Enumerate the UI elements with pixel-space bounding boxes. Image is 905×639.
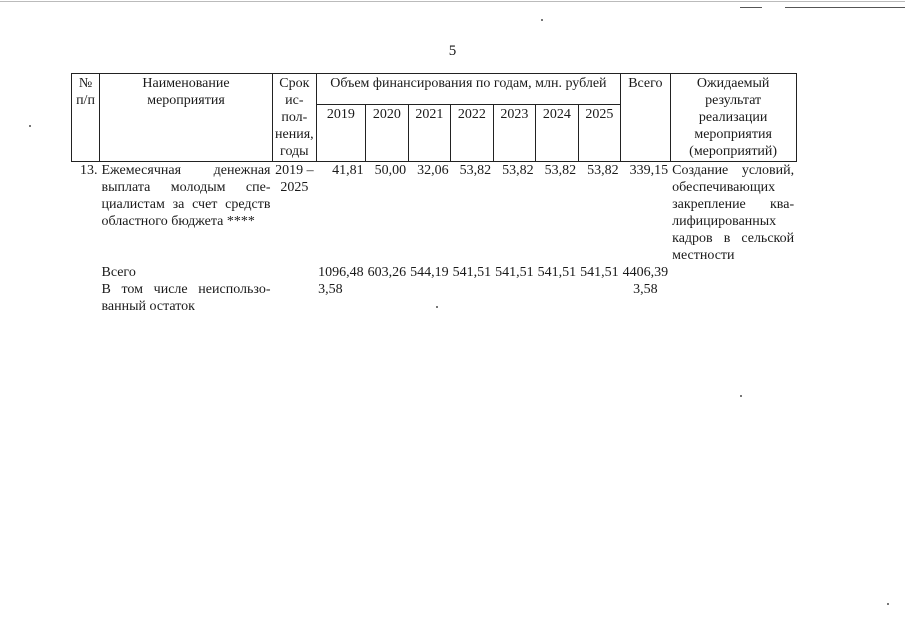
scan-speck [29,125,31,127]
totals-value: 603,26 [367,265,407,280]
row-name: Ежемесячная денежная выплата молодым спе-циалистам за счет средств областного бюджета **** [101,163,271,229]
row-value: 53,82 [587,163,619,178]
totals-value: 541,51 [580,265,619,280]
header-year: 2024 [536,105,579,162]
page-number: 5 [448,43,457,59]
totals-value: 544,19 [410,265,449,280]
header-num: № п/п [72,74,100,162]
row-value: 53,82 [459,163,492,178]
row-value: 50,00 [374,163,407,178]
totals-value: 541,51 [537,265,577,280]
row-total: 339,15 [629,163,669,178]
totals-sub-value: 3,58 [318,282,343,297]
totals-row [72,264,797,315]
totals-value: 1096,48 [318,265,364,280]
totals-sublabel: В том числе неиспользо-ванный остаток [101,282,271,314]
scan-line-top [0,1,905,2]
table-row [72,162,797,265]
totals-value: 541,51 [495,265,534,280]
scan-mark-top-right-2 [785,7,905,8]
row-term: 2019 – 2025 [275,163,314,195]
header-year: 2022 [451,105,494,162]
totals-label: Всего [101,265,136,280]
totals-value: 541,51 [452,265,492,280]
scan-mark-top-right-1 [740,7,762,8]
row-value: 41,81 [332,163,364,178]
row-num: 13. [80,163,98,178]
header-year: 2019 [316,105,366,162]
header-year: 2020 [366,105,409,162]
header-result: Ожидаемый результат реализации мероприятия (мероприятий) [670,74,796,162]
header-year: 2021 [408,105,451,162]
header-name: Наименование мероприятия [100,74,273,162]
row-value: 53,82 [544,163,577,178]
row-value: 32,06 [417,163,449,178]
row-value: 53,82 [502,163,534,178]
scan-speck [740,395,742,397]
header-year: 2023 [493,105,536,162]
header-year: 2025 [578,105,621,162]
scan-speck [541,19,543,21]
header-total: Всего [621,74,671,162]
header-term: Срок ис-пол-нения, годы [273,74,317,162]
header-funding: Объем финансирования по годам, млн. рублей [316,74,621,105]
row-result: Создание условий, обеспечивающих закрепление ква-лифицированных кадров в сельской местности [672,163,795,263]
financing-table [71,73,797,315]
totals-grand-total: 4406,39 [622,265,669,280]
totals-grand-sub: 3,58 [633,282,658,297]
scan-speck [887,603,889,605]
